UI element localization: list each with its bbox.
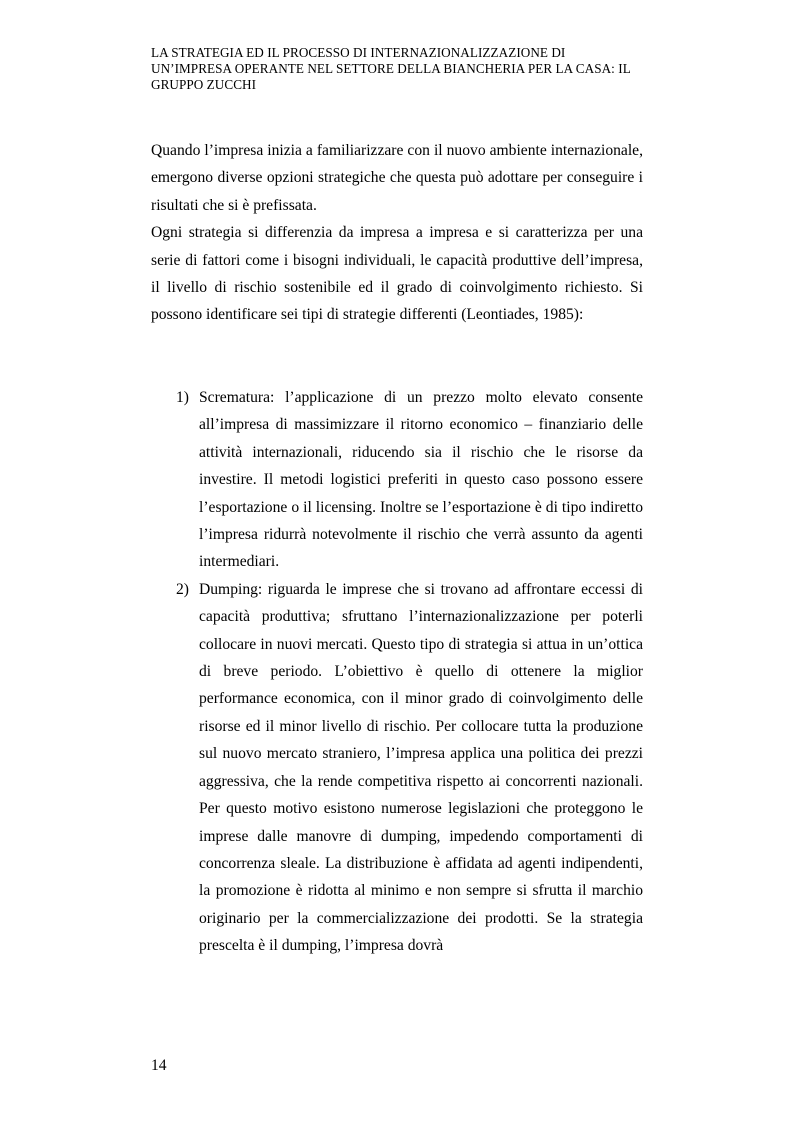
running-header-line: UN’IMPRESA OPERANTE NEL SETTORE DELLA BIANCHERIA PER LA CASA: IL	[151, 61, 631, 76]
paragraph: Quando l’impresa inizia a familiarizzare con il nuovo ambiente internazionale, emergono diverse opzioni strategiche che questa può adottare per conseguire i risultati che si è prefissata.	[151, 142, 643, 214]
running-header-line: GRUPPO ZUCCHI	[151, 77, 257, 92]
running-header-line: LA STRATEGIA ED IL PROCESSO DI INTERNAZIONALIZZAZIONE DI	[151, 45, 566, 60]
list-item-number: 1)	[176, 389, 189, 406]
list-item-text: Dumping: riguarda le imprese che si trovano ad affrontare eccessi di capacità produttiva; sfruttano l’internazionalizzazione per poterli collocare in nuovi mercati. Questo tipo di strategia si attua in un’ottica di breve periodo. L’obiettivo è quello di ottenere la miglior performance economica, con il minor grado di coinvolgimento delle risorse ed il minor livello di rischio. Per collocare tutta la produzione sul nuovo mercato straniero, l’impresa applica una politica dei prezzi aggressiva, che la rende competitiva rispetto ai concorrenti nazionali. Per questo motivo esistono numerose legislazioni che proteggono le imprese dalle manovre di dumping, impedendo comportamenti di concorrenza sleale. La distribuzione è affidata ad agenti indipendenti, la promozione è ridotta al minimo e non sempre si sfrutta il marchio originario per la commercializzazione dei prodotti. Se la strategia prescelta è il dumping, l’impresa dovrà	[199, 580, 643, 955]
list-item-text: Scrematura: l’applicazione di un prezzo molto elevato consente all’impresa di massimizzare il ritorno economico – finanziario delle attività internazionali, riducendo sia il rischio che le risorse da investire. Il metodi logistici preferiti in questo caso possono essere l’esportazione o il licensing. Inoltre se l’esportazione è di tipo indiretto l’impresa ridurrà notevolmente il rischio che verrà assunto da agenti intermediari.	[199, 389, 643, 571]
list-item	[151, 384, 643, 576]
paragraph: Ogni strategia si differenzia da impresa a impresa e si caratterizza per una serie di fattori come i bisogni individuali, le capacità produttive dell’impresa, il livello di rischio sostenibile ed il grado di coinvolgimento richiesto. Si possono identificare sei tipi di strategie differenti (Leontiades, 1985):	[151, 224, 643, 324]
list-item	[151, 576, 643, 960]
page-number: 14	[151, 1057, 167, 1074]
strategy-list	[151, 384, 643, 960]
running-header	[151, 45, 651, 93]
body-text	[151, 137, 643, 329]
list-item-number: 2)	[176, 580, 189, 598]
